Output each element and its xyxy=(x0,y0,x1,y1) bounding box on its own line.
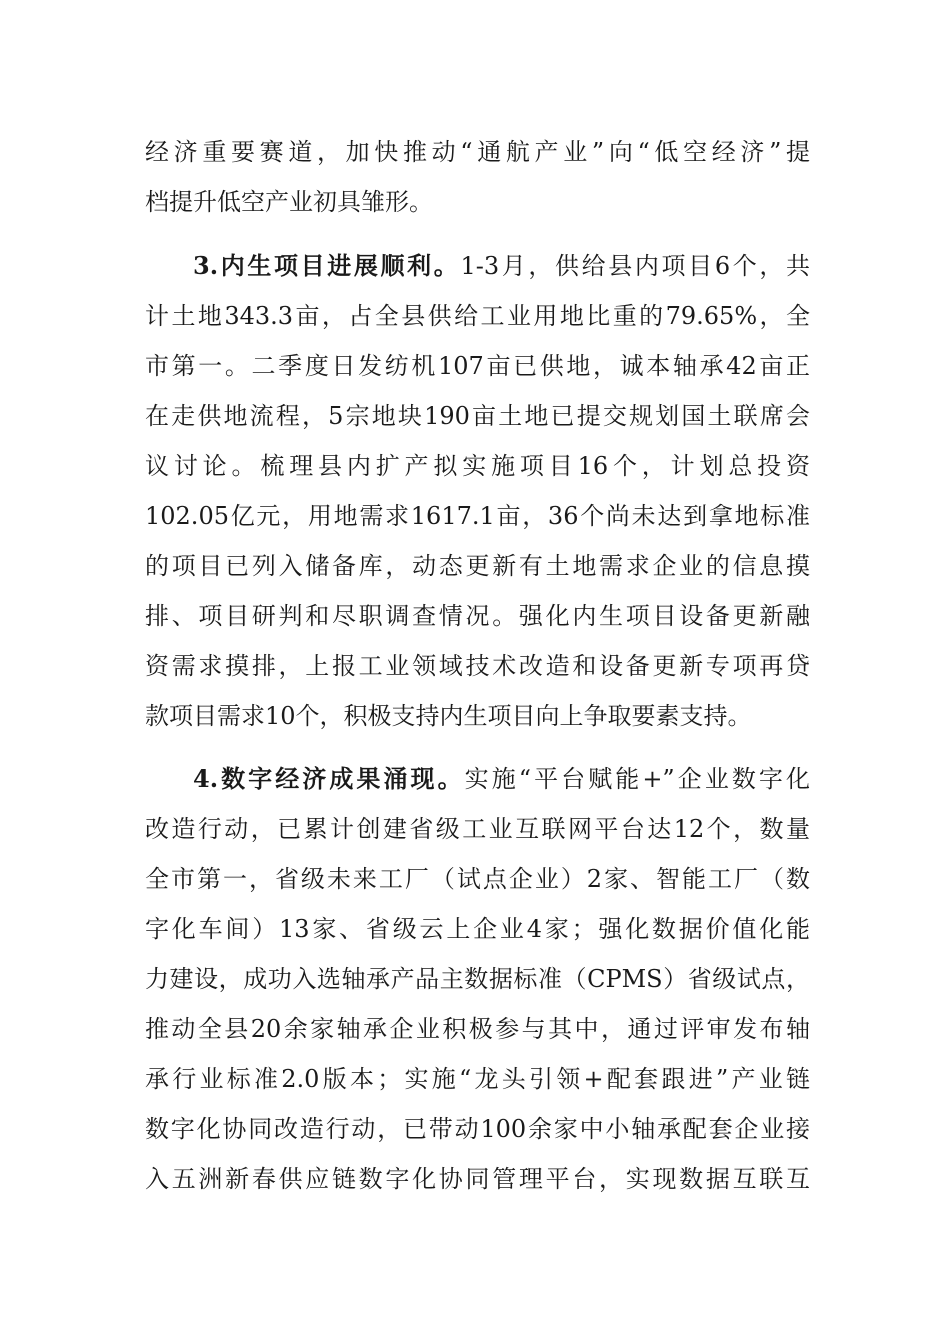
section-3-heading: 3.内生项目进展顺利。 xyxy=(193,251,461,280)
section-4-line: 力建设，成功入选轴承产品主数据标准（CPMS）省级试点， xyxy=(145,965,810,993)
section-4-heading: 4.数字经济成果涌现。 xyxy=(193,764,465,793)
section-4-line: 入五洲新春供应链数字化协同管理平台，实现数据互联互 xyxy=(145,1165,810,1193)
section-3-line: 102.05亿元，用地需求1617.1亩，36个尚未达到拿地标准 xyxy=(145,502,810,530)
section-4-line: 数字化协同改造行动，已带动100余家中小轴承配套企业接 xyxy=(145,1115,810,1143)
section-4-line: 字化车间）13家、省级云上企业4家；强化数据价值化能 xyxy=(145,915,810,943)
section-3-line: 款项目需求10个，积极支持内生项目向上争取要素支持。 xyxy=(145,702,752,730)
section-3-line: 排、项目研判和尽职调查情况。强化内生项目设备更新融 xyxy=(145,602,810,630)
section-4-first-line-text: 实施“平台赋能+”企业数字化 xyxy=(464,765,810,793)
section-3-line: 资需求摸排，上报工业领域技术改造和设备更新专项再贷 xyxy=(145,652,810,680)
intro-line-2: 档提升低空产业初具雏形。 xyxy=(145,188,433,216)
section-3-line: 计土地343.3亩，占全县供给工业用地比重的79.65%，全 xyxy=(145,302,810,330)
section-4-line: 推动全县20余家轴承企业积极参与其中，通过评审发布轴 xyxy=(145,1015,810,1043)
intro-line-1: 经济重要赛道，加快推动“通航产业”向“低空经济”提 xyxy=(145,138,810,166)
section-4-line: 承行业标准2.0版本；实施“龙头引领+配套跟进”产业链 xyxy=(145,1065,810,1093)
section-3-line: 的项目已列入储备库，动态更新有土地需求企业的信息摸 xyxy=(145,552,810,580)
section-3-line: 议讨论。梳理县内扩产拟实施项目16个，计划总投资 xyxy=(145,452,810,480)
section-3-line: 市第一。二季度日发纺机107亩已供地，诚本轴承42亩正 xyxy=(145,352,810,380)
section-3-line: 在走供地流程，5宗地块190亩土地已提交规划国土联席会 xyxy=(145,402,810,430)
section-4-line: 全市第一，省级未来工厂（试点企业）2家、智能工厂（数 xyxy=(145,865,810,893)
section-4-first-line xyxy=(193,764,810,794)
section-4-line: 改造行动，已累计创建省级工业互联网平台达12个，数量 xyxy=(145,815,810,843)
section-3-first-line xyxy=(193,251,810,281)
section-3-first-line-text: 1-3月，供给县内项目6个，共 xyxy=(460,252,810,280)
